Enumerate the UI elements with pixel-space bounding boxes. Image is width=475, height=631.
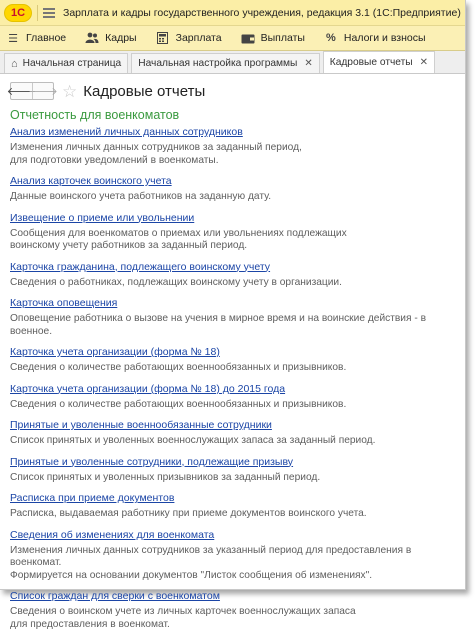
menu-item-label: Налоги и взносы [343,32,426,44]
main-menu-icon[interactable] [43,8,55,18]
menu-item-payments[interactable] [241,32,305,44]
report-item [10,126,455,167]
section-title: Отчетность для военкоматов [10,108,180,122]
tab-home[interactable] [4,53,128,73]
percent-icon: % [326,32,336,44]
page-title: Кадровые отчеты [83,82,206,100]
close-icon[interactable]: ✕ [419,57,428,68]
report-item [10,261,455,290]
report-link[interactable]: Извещение о приеме или увольнении [10,211,195,224]
arrow-left-icon: 🡐 [6,86,37,98]
tab-hr-reports[interactable] [323,51,435,73]
report-link[interactable]: Список граждан для сверки с военкоматом [10,590,220,602]
report-item [10,212,455,253]
report-item [10,175,455,204]
report-link[interactable]: Принятые и уволенные военнообязанные сотрудники [10,419,272,431]
hamburger-icon: ☰ [8,32,18,45]
menu-item-salary[interactable] [156,32,222,44]
close-icon[interactable]: ✕ [304,58,313,69]
report-link[interactable]: Сведения об изменениях для военкомата [10,528,215,541]
report-description: Сведения о количестве работающих военнообязанных и призывников. [10,362,347,373]
report-description: Сведения о работниках, подлежащих воинскому учету в организации. [10,276,342,288]
report-link[interactable]: Карточка учета организации (форма № 18) до 2015 года [10,382,286,395]
favorite-star-icon[interactable]: ☆ [62,81,78,101]
report-description: Расписка, выдаваемая работнику при приеме документов воинского учета. [10,508,367,519]
arrow-right-icon: 🡒 [28,86,58,98]
report-item [10,346,455,375]
title-separator [37,5,38,21]
report-description: Изменения личных данных сотрудников за заданный период, для подготовки уведомлений в военкоматы. [10,142,302,166]
report-item [10,492,455,521]
people-icon [85,32,99,44]
menu-item-label: Зарплата [175,32,222,44]
open-windows-tabs [0,51,465,74]
report-item [10,297,455,338]
sections-panel [0,26,465,51]
form-header [0,74,465,108]
tab-label: Начальная страница [22,58,122,69]
report-description: Список принятых и уволенных военнослужащих запаса за заданный период. [10,435,376,446]
report-description: Сведения о воинском учете из личных карточек военнослужащих запаса для предоставления в военкомат. [10,606,356,630]
report-item [10,590,455,631]
tab-initial-setup[interactable] [131,53,320,73]
report-item [10,529,455,583]
calculator-icon [156,32,170,44]
menu-item-main[interactable] [6,32,66,44]
report-link[interactable]: Расписка при приеме документов [10,492,175,504]
report-link[interactable]: Карточка учета организации (форма № 18) [10,346,220,358]
wallet-icon [241,32,255,44]
tab-label: Начальная настройка программы [138,58,298,69]
reports-panel [0,108,465,631]
report-description: Данные воинского учета работников на заданную дату. [10,191,272,202]
navigation-buttons [6,82,58,100]
report-link[interactable]: Карточка оповещения [10,297,118,309]
report-link[interactable]: Анализ карточек воинского учета [10,175,172,187]
1c-logo: 1С [4,4,32,22]
report-description: Список принятых и уволенных призывников за заданный период. [10,471,321,483]
report-item [10,456,455,485]
report-description: Сведения о количестве работающих военнообязанных и призывников. [10,398,347,410]
report-description: Оповещение работника о вызове на учения в мирное время и на воинские действия - в военное. [10,313,426,337]
menu-item-label: Кадры [105,32,137,44]
report-description: Сообщения для военкоматов о приемах или увольнениях подлежащих воинскому учету работников за заданный период. [10,227,347,251]
menu-item-taxes[interactable] [324,32,426,44]
app-title: Зарплата и кадры государственного учреждения, редакция 3.1 (1С:Предприятие) [63,6,461,19]
title-bar [0,0,465,26]
report-link[interactable]: Анализ изменений личных данных сотрудников [10,126,243,138]
report-link[interactable]: Принятые и уволенные сотрудники, подлежащие призыву [10,455,294,468]
menu-item-hr[interactable] [85,32,136,44]
report-description: Изменения личных данных сотрудников за указанный период для предоставления в военкомат. Формируется на основании документов "Листок сообщения об изменениях". [10,544,412,581]
home-icon: ⌂ [11,57,18,70]
report-item [10,419,455,448]
menu-item-label: Выплаты [260,32,305,44]
report-item [10,383,455,412]
report-link[interactable]: Карточка гражданина, подлежащего воинскому учету [10,260,271,273]
forward-button[interactable] [28,83,58,99]
reports-list [10,126,455,631]
tab-label: Кадровые отчеты [329,57,413,68]
menu-item-label: Главное [26,32,67,44]
